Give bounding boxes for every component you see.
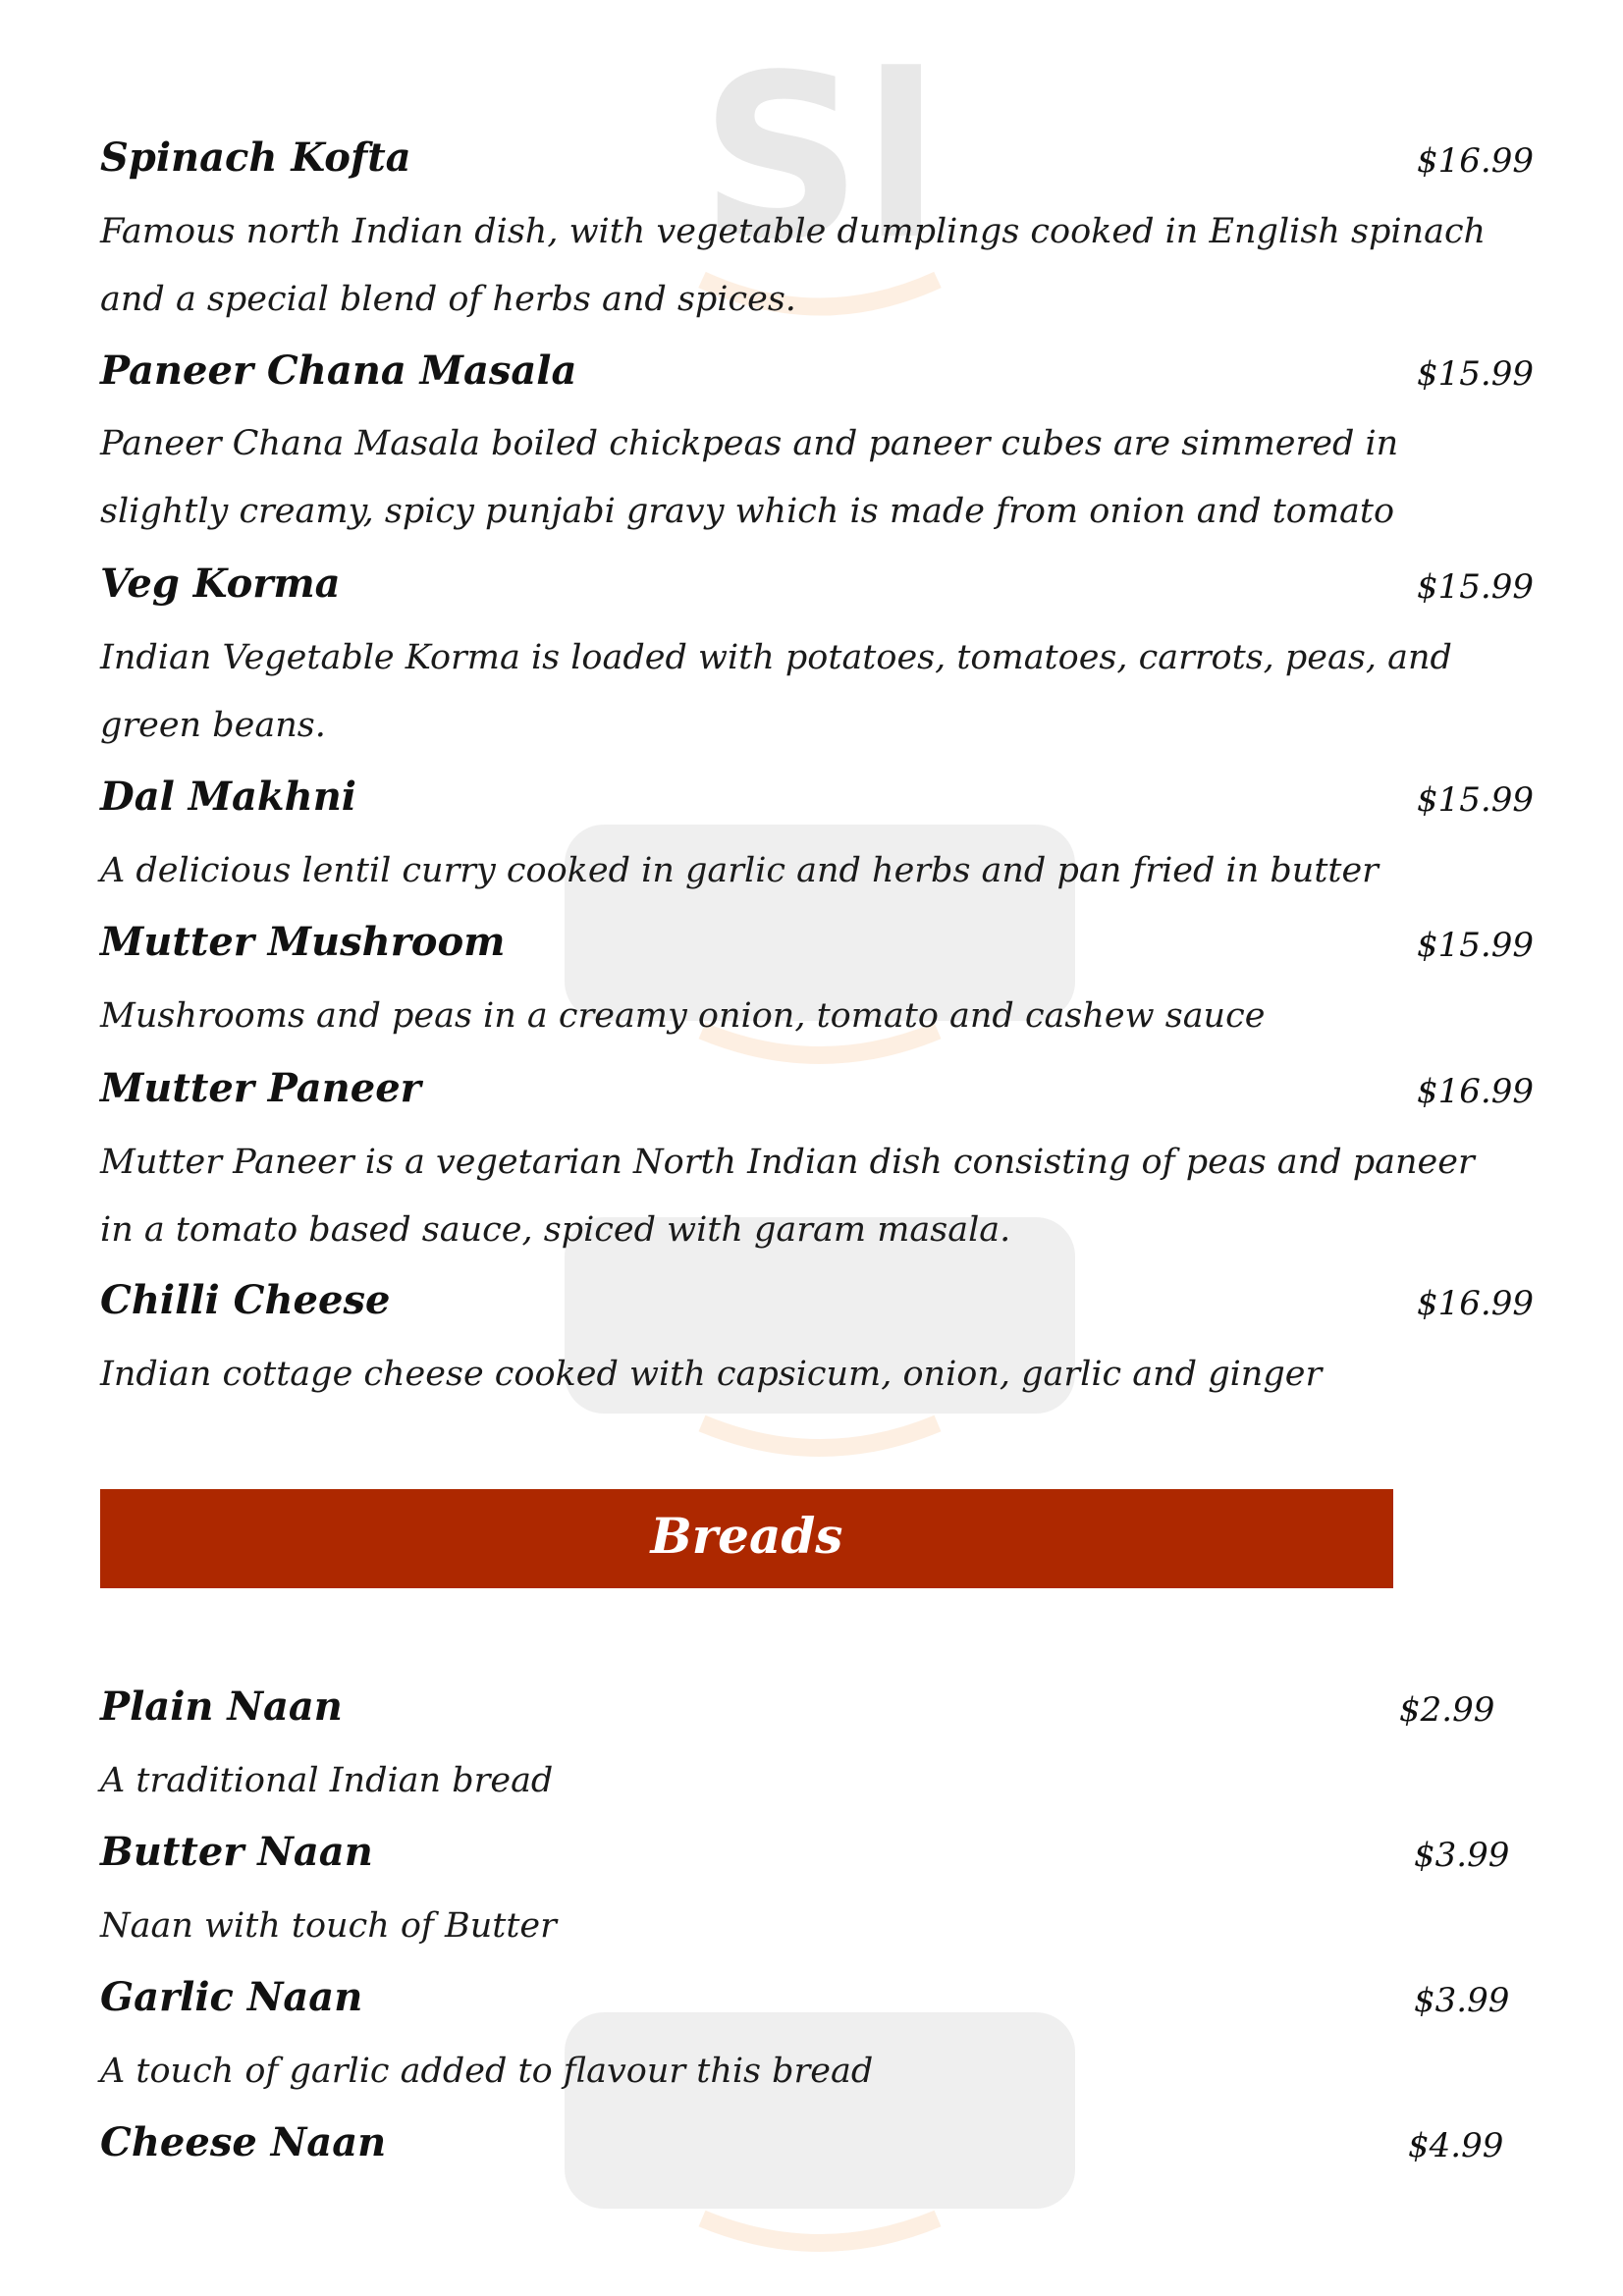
item-price: $15.99 [1417,354,1534,394]
item-name: Paneer Chana Masala [100,347,577,394]
item-price: $3.99 [1414,1836,1510,1875]
item-name: Dal Makhni [100,774,356,820]
item-price: $2.99 [1399,1690,1495,1730]
item-price: $16.99 [1417,1284,1534,1323]
item-description: Paneer Chana Masala boiled chickpeas and paneer cubes are simmered in slightly creamy, spicy punjabi gravy which is made from onion and tomato [100,424,1399,531]
item-name: Veg Korma [100,561,341,607]
item-price: $16.99 [1417,141,1534,181]
item-price: $15.99 [1417,780,1534,820]
item-description: Mutter Paneer is a vegetarian North Indian dish consisting of peas and paneer in a tomato based sauce, spiced with garam masala. [100,1143,1475,1250]
section-header-breads [100,1489,1393,1588]
item-name: Chilli Cheese [100,1277,391,1323]
item-name: Plain Naan [100,1683,343,1730]
item-name: Spinach Kofta [100,134,411,181]
item-description: Mushrooms and peas in a creamy onion, tomato and cashew sauce [100,996,1266,1036]
item-name: Butter Naan [100,1829,373,1875]
item-price: $3.99 [1414,1981,1510,2020]
item-description: Indian cottage cheese cooked with capsicum, onion, garlic and ginger [100,1355,1323,1394]
item-price: $15.99 [1417,567,1534,607]
item-price: $16.99 [1417,1072,1534,1111]
item-name: Garlic Naan [100,1974,363,2020]
item-description: Famous north Indian dish, with vegetable dumplings cooked in English spinach and a special blend of herbs and spices. [100,212,1487,319]
item-description: A touch of garlic added to flavour this bread [100,2052,874,2091]
item-description: A delicious lentil curry cooked in garlic and herbs and pan fried in butter [100,851,1379,890]
item-name: Mutter Paneer [100,1065,421,1111]
item-price: $4.99 [1408,2126,1504,2165]
svg-text:Sl: Sl [699,39,941,290]
item-price: $15.99 [1417,926,1534,965]
item-description: A traditional Indian bread [100,1761,554,1800]
item-description: Indian Vegetable Korma is loaded with potatoes, tomatoes, carrots, peas, and green beans. [100,638,1452,745]
slurpy-logo-watermark-icon [407,1973,1232,2268]
item-name: Cheese Naan [100,2119,387,2165]
item-name: Mutter Mushroom [100,919,506,965]
section-title: Breads [650,1507,843,1565]
item-description: Naan with touch of Butter [100,1906,557,1946]
